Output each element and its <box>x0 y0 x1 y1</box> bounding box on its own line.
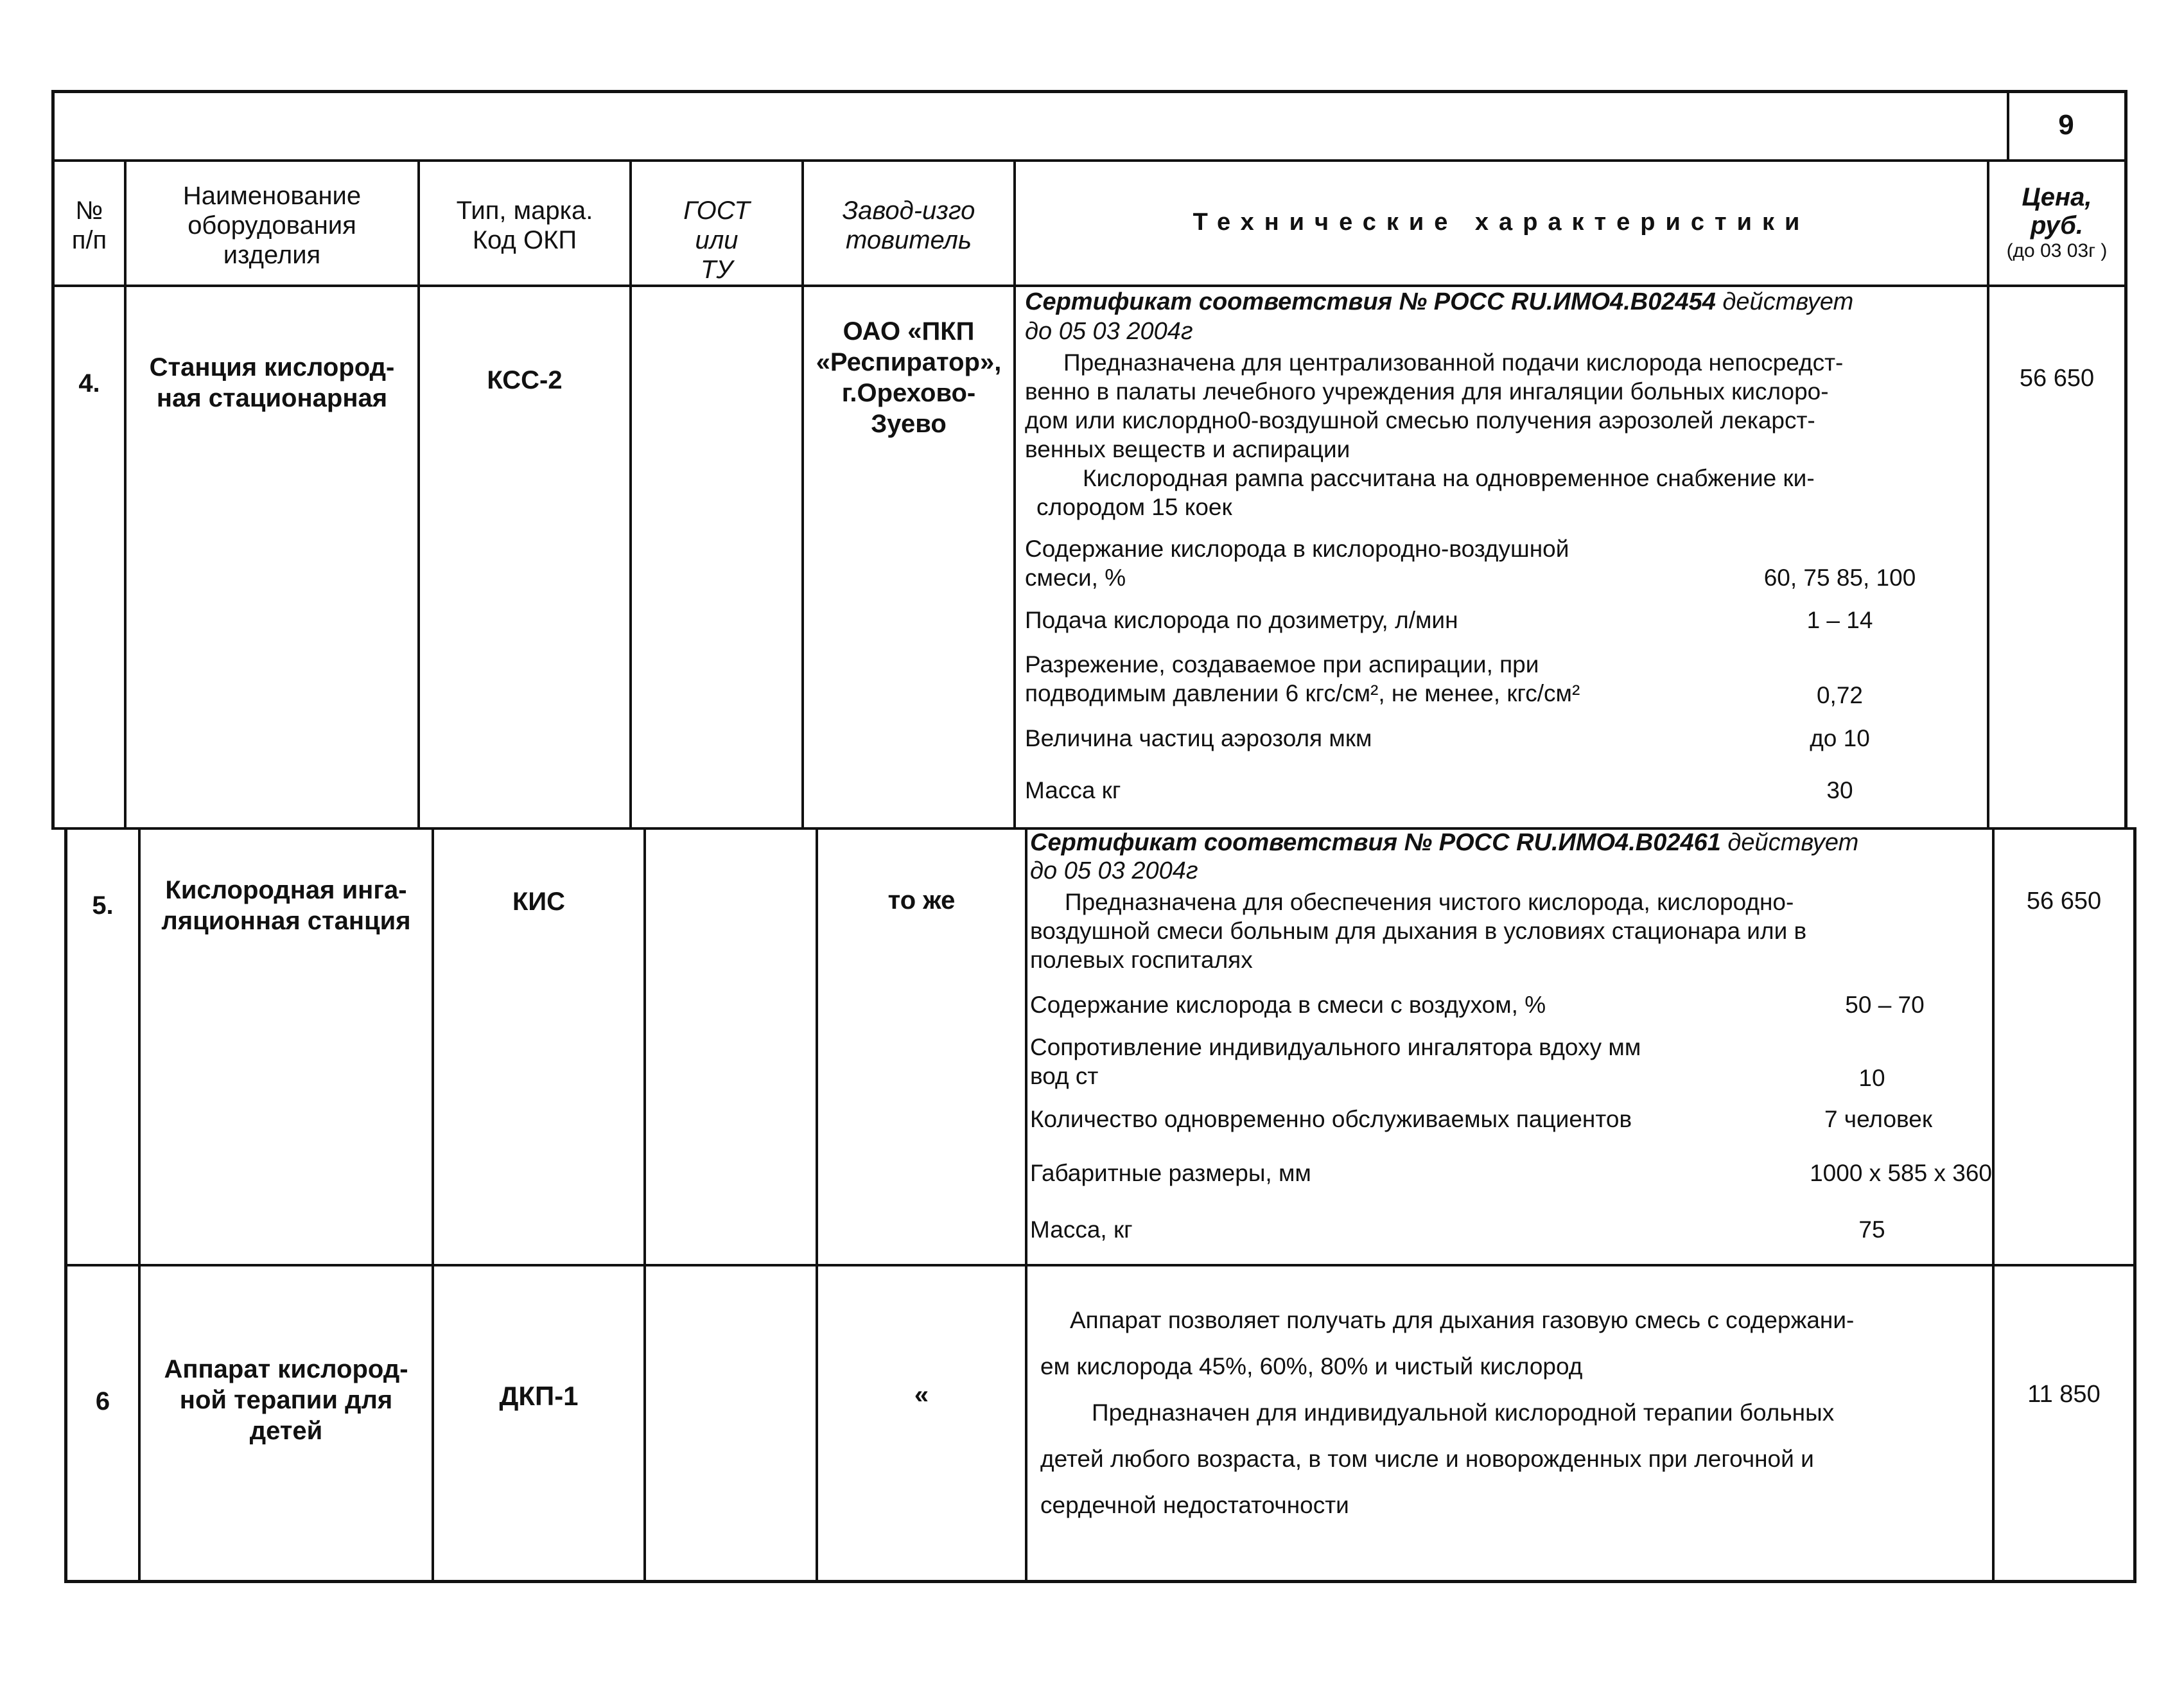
equipment-maker <box>818 1381 1025 1410</box>
spec-label-line: Сопротивление индивидуального ингалятора вдоху мм <box>1030 1034 1641 1060</box>
description-line: воздушной смеси больным для дыхания в условиях стационара или в <box>1030 918 1807 944</box>
description-line: Аппарат позволяет получать для дыхания газовую смесь с содержани- <box>1070 1307 1855 1333</box>
col-divider-specs-lower <box>1992 827 1995 1583</box>
header-maker-text: Завод-изготовитель <box>842 197 975 254</box>
spec-label <box>1025 534 1569 592</box>
header-gost <box>632 196 801 285</box>
description-line: Предназначена для обеспечения чистого кислорода, кислородно- <box>1065 889 1794 915</box>
col-divider-type-lower <box>643 827 646 1583</box>
header-type <box>420 196 629 255</box>
header-gost-text: ГОСТ или ТУ <box>683 197 750 284</box>
spec-value: 75 <box>1858 1216 1885 1243</box>
table-border-right-lower <box>2133 827 2136 1583</box>
certificate-number: Сертификат соответствия № РОСС RU.ИМО4.В02461 <box>1030 829 1721 856</box>
header-specs: Технические характеристики <box>1192 209 1810 236</box>
equipment-name <box>141 1354 432 1446</box>
spec-value: 50 – 70 <box>1845 992 1925 1018</box>
header-price-text: Цена, руб. <box>2022 183 2092 240</box>
spec-value: 7 человек <box>1824 1106 1933 1132</box>
description <box>1040 1297 1854 1529</box>
header-type-text: Тип, марка. Код ОКП <box>456 197 593 254</box>
maker-line: то же <box>887 886 956 915</box>
spec-label: Масса, кг <box>1030 1216 1133 1243</box>
spec-value: 0,72 <box>1816 682 1863 708</box>
col-divider-gost <box>801 159 804 830</box>
col-divider-num-lower <box>138 827 141 1583</box>
header-border-top <box>51 159 2127 162</box>
description-line: детей любого возраста, в том числе и новорожденных при легочной и <box>1040 1446 1814 1472</box>
certificate-line <box>1025 288 1853 317</box>
col-divider-name-lower <box>432 827 434 1583</box>
price-value: 56 650 <box>2026 888 2102 915</box>
header-maker <box>804 196 1013 255</box>
row5-border-bottom <box>64 1264 2135 1266</box>
certificate-status: действует <box>1720 829 1859 856</box>
col-divider-gost-lower <box>816 827 818 1583</box>
certificate-until: до 05 03 2004г <box>1030 857 1198 884</box>
description-line: венно в палаты лечебного учреждения для ингаляции больных кислоро- <box>1025 378 1829 405</box>
description-line: сердечной недостаточности <box>1040 1492 1349 1518</box>
equipment-name-line: ная стационарная <box>156 384 388 412</box>
row-number: 4. <box>78 369 100 398</box>
maker-line: «Респиратор», <box>816 348 1002 376</box>
description <box>1030 888 1806 974</box>
header-name <box>127 181 417 270</box>
spec-value: 30 <box>1826 777 1853 803</box>
certificate-status: действует <box>1715 288 1854 315</box>
page-number: 9 <box>2058 109 2074 141</box>
table-border-top <box>51 90 2127 93</box>
description <box>1025 348 1843 521</box>
spec-value: до 10 <box>1810 725 1870 751</box>
equipment-type: ДКП-1 <box>499 1381 579 1411</box>
spec-label-line: подводимым давлении 6 кгс/см², не менее, кгс/см² <box>1025 680 1580 706</box>
spec-label-line: смеси, % <box>1025 565 1126 591</box>
certificate-line <box>1030 828 1858 857</box>
spec-label-line: Содержание кислорода в кислородно-воздушной <box>1025 536 1569 562</box>
table-border-left-lower <box>64 827 67 1583</box>
col-divider-name <box>417 159 420 830</box>
header-num <box>55 196 124 255</box>
equipment-type: КИС <box>512 888 566 916</box>
header-border-bottom <box>51 285 2127 287</box>
spec-value: 60, 75 85, 100 <box>1763 565 1916 591</box>
maker-line: ОАО «ПКП <box>843 317 975 346</box>
equipment-name <box>141 875 432 936</box>
spec-label-line: Разрежение, создаваемое при аспирации, при <box>1025 651 1539 678</box>
description-line: дом или кислорднo0-воздушной смесью получения аэрозолей лекарст- <box>1025 407 1815 434</box>
description-line: слородом 15 коек <box>1036 494 1232 520</box>
equipment-name <box>127 352 417 414</box>
price-value: 56 650 <box>2019 365 2095 392</box>
spec-label: Масса кг <box>1025 777 1121 803</box>
equipment-type: КСС-2 <box>487 366 563 394</box>
certificate-until: до 05 03 2004г <box>1025 318 1193 345</box>
spec-label <box>1030 1033 1641 1091</box>
equipment-maker <box>804 316 1013 439</box>
col-divider-maker <box>1013 159 1016 830</box>
row-number: 5. <box>92 891 114 920</box>
maker-line: Зуево <box>871 410 947 438</box>
maker-line: « <box>914 1381 929 1409</box>
equipment-maker <box>818 886 1025 915</box>
description-line: Предназначена для централизованной подачи кислорода непосредст- <box>1063 349 1844 376</box>
equipment-name-line: детей <box>249 1417 323 1445</box>
spec-label-line: вод ст <box>1030 1063 1099 1089</box>
maker-line: г.Орехово- <box>841 379 976 407</box>
description-line: ем кислорода 45%, 60%, 80% и чистый кислород <box>1040 1353 1583 1380</box>
row-number: 6 <box>95 1387 110 1415</box>
header-price <box>1989 183 2124 263</box>
spec-value: 1000 х 585 х 360 <box>1810 1160 1992 1186</box>
description-line: венных веществ и аспирации <box>1025 436 1350 462</box>
certificate-number: Сертификат соответствия № РОСС RU.ИМО4.В02454 <box>1025 288 1716 315</box>
equipment-name-line: Станция кислород- <box>149 353 395 381</box>
spec-label: Подача кислорода по дозиметру, л/мин <box>1025 607 1458 633</box>
spec-value: 10 <box>1858 1065 1885 1091</box>
description-line: Кислородная рампа рассчитана на одновременное снабжение ки- <box>1083 465 1815 491</box>
price-value: 11 850 <box>2027 1381 2101 1408</box>
col-divider-maker-lower <box>1025 827 1027 1583</box>
description-line: Предназначен для индивидуальной кислородной терапии больных <box>1092 1399 1835 1426</box>
description-line: полевых госпиталях <box>1030 947 1253 973</box>
spec-value: 1 – 14 <box>1806 607 1873 633</box>
equipment-name-line: Кислородная инга- <box>165 876 407 904</box>
spec-label: Содержание кислорода в смеси с воздухом, % <box>1030 992 1546 1018</box>
table-border-right <box>2124 90 2127 830</box>
equipment-name-line: ляционная станция <box>161 907 411 935</box>
spec-label: Величина частиц аэрозоля мкм <box>1025 725 1372 751</box>
spec-label <box>1025 650 1580 708</box>
equipment-name-line: Аппарат кислород- <box>164 1355 408 1383</box>
header-price-note: (до 03 03г ) <box>2006 240 2108 261</box>
table-border-bottom <box>67 1580 2136 1583</box>
header-name-text: Наименование оборудования изделия <box>182 182 362 269</box>
spec-label: Количество одновременно обслуживаемых пациентов <box>1030 1106 1632 1132</box>
spec-label: Габаритные размеры, мм <box>1030 1160 1311 1186</box>
header-num-text: № п/п <box>71 197 107 254</box>
equipment-name-line: ной терапии для <box>179 1386 393 1414</box>
